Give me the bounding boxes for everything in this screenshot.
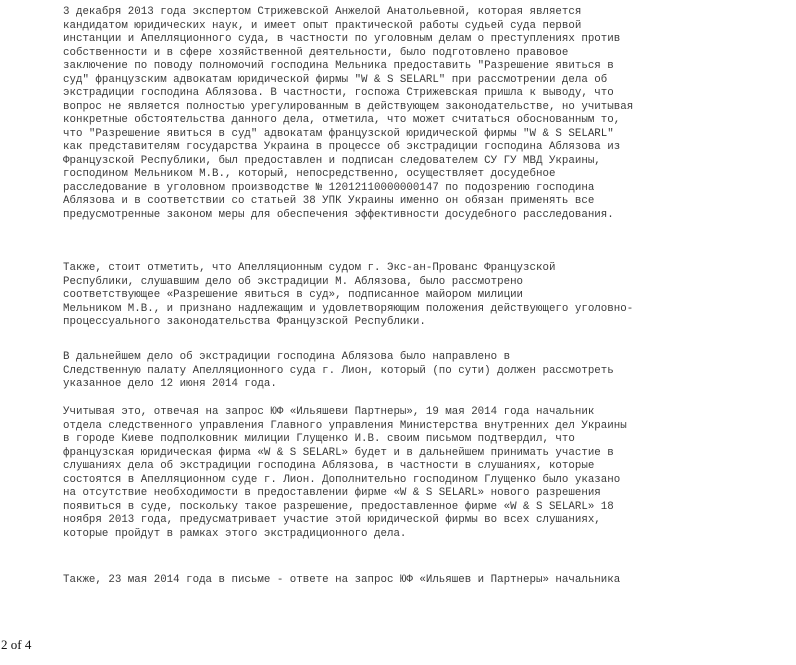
text-line: собственности и в сфере хозяйственной деятельности, было подготовлено правовое — [63, 46, 569, 59]
text-line: отдела следственного управления Главного управления Министерства внутренних дел Украины — [63, 419, 627, 432]
text-line: Республики, слушавшим дело об экстрадиции М. Аблязова, было рассмотрено — [63, 275, 524, 288]
paragraph-aix-court — [63, 262, 633, 330]
text-line: что "Разрешение явиться в суд" адвокатам французской юридической фирмы "W & S SELARL" — [63, 127, 614, 140]
text-line: Также, стоит отметить, что Апелляционным судом г. Экс-ан-Прованс Французской — [63, 262, 556, 274]
text-line: вопрос не является полностью урегулированным в действующем законодательстве, но учитывая — [63, 100, 634, 113]
text-line: предусмотренные законом меры для обеспечения эффективности досудебного расследования. — [63, 208, 614, 221]
text-line: ноября 2013 года, предусматривает участие этой юридической фирмы во всех слушаниях, — [63, 514, 601, 526]
text-line: процессуального законодательства Французской Республики. — [63, 316, 426, 328]
page-indicator: 2 of 4 — [1, 637, 32, 652]
text-line: которые пройдут в рамках этого экстрадиционного дела. — [63, 527, 407, 540]
paragraph-letter-may-23 — [63, 574, 620, 588]
text-line: Мельником М.В., и признано надлежащим и удовлетворяющим положения действующего уголовно- — [63, 302, 634, 315]
text-line: как представителям государства Украина в процессе об экстрадиции господина Аблязова из — [63, 141, 621, 153]
text-line: слушаниях дела об экстрадиции господина Аблязова, в частности в слушаниях, которые — [63, 460, 595, 472]
text-line: инстанции и Апелляционного суда, в частности по уголовным делам о преступлениях против — [63, 33, 621, 45]
text-line: Французской Республики, был предоставлен и подписан следователем СУ ГУ МВД Украины, — [63, 154, 601, 167]
text-line: Следственную палату Апелляционного суда г. Лион, который (по сути) должен рассмотреть — [63, 364, 614, 377]
text-line: заключение по поводу полномочий господина Мельника предоставить "Разрешение явиться в — [63, 60, 614, 72]
text-line: Аблязова и в соответствии со статьей 38 УПК Украины именно он обязан применять все — [63, 195, 595, 207]
text-line: соответствующее «Разрешение явиться в суд», подписанное майором милиции — [63, 289, 524, 301]
text-line: господином Мельником М.В., который, непосредственно, осуществляет досудебное — [63, 168, 556, 180]
text-line: расследование в уголовном производстве № 12012110000000147 по подозрению господина — [63, 181, 595, 194]
text-line: суд" французским адвокатам юридической фирмы "W & S SELARL" при рассмотрении дела об — [63, 73, 608, 86]
text-line: Учитывая это, отвечая на запрос ЮФ «Ильяшеви Партнеры», 19 мая 2014 года начальник — [63, 406, 595, 418]
text-line: указанное дело 12 июня 2014 года. — [63, 378, 277, 390]
text-line: конкретные обстоятельства данного дела, отметила, что может считаться обоснованным то, — [63, 114, 621, 126]
paragraph-expert-opinion — [63, 6, 633, 222]
text-line: 3 декабря 2013 года экспертом Стрижевской Анжелой Анатольевной, которая является — [63, 6, 582, 18]
text-line: кандидатом юридических наук, и имеет опыт практической работы судьей суда первой — [63, 19, 582, 32]
text-line: экстрадиции господина Аблязова. В частности, госпожа Стрижевская пришла к выводу, что — [63, 87, 614, 99]
paragraph-lyon-court — [63, 351, 614, 392]
text-line: В дальнейшем дело об экстрадиции господина Аблязова было направлено в — [63, 351, 511, 363]
text-line: французская юридическая фирма «W & S SELARL» будет и в дальнейшем принимать участие в — [63, 446, 614, 459]
text-line: появиться в суде, поскольку такое разрешение, предоставленное фирме «W & S SELARL» 18 — [63, 500, 614, 513]
text-line: на отсутствие необходимости в предоставлении фирме «W & S SELARL» нового разрешения — [63, 487, 601, 499]
text-line: в городе Киеве подполковник милиции Глущенко И.В. своим письмом подтвердил, что — [63, 433, 575, 445]
text-line: состоятся в Апелляционном суде г. Лион. Дополнительно господином Глущенко было указано — [63, 473, 621, 486]
text-line: Также, 23 мая 2014 года в письме - ответе на запрос ЮФ «Ильяшев и Партнеры» начальника — [63, 574, 621, 586]
paragraph-letter-may-19 — [63, 406, 627, 541]
